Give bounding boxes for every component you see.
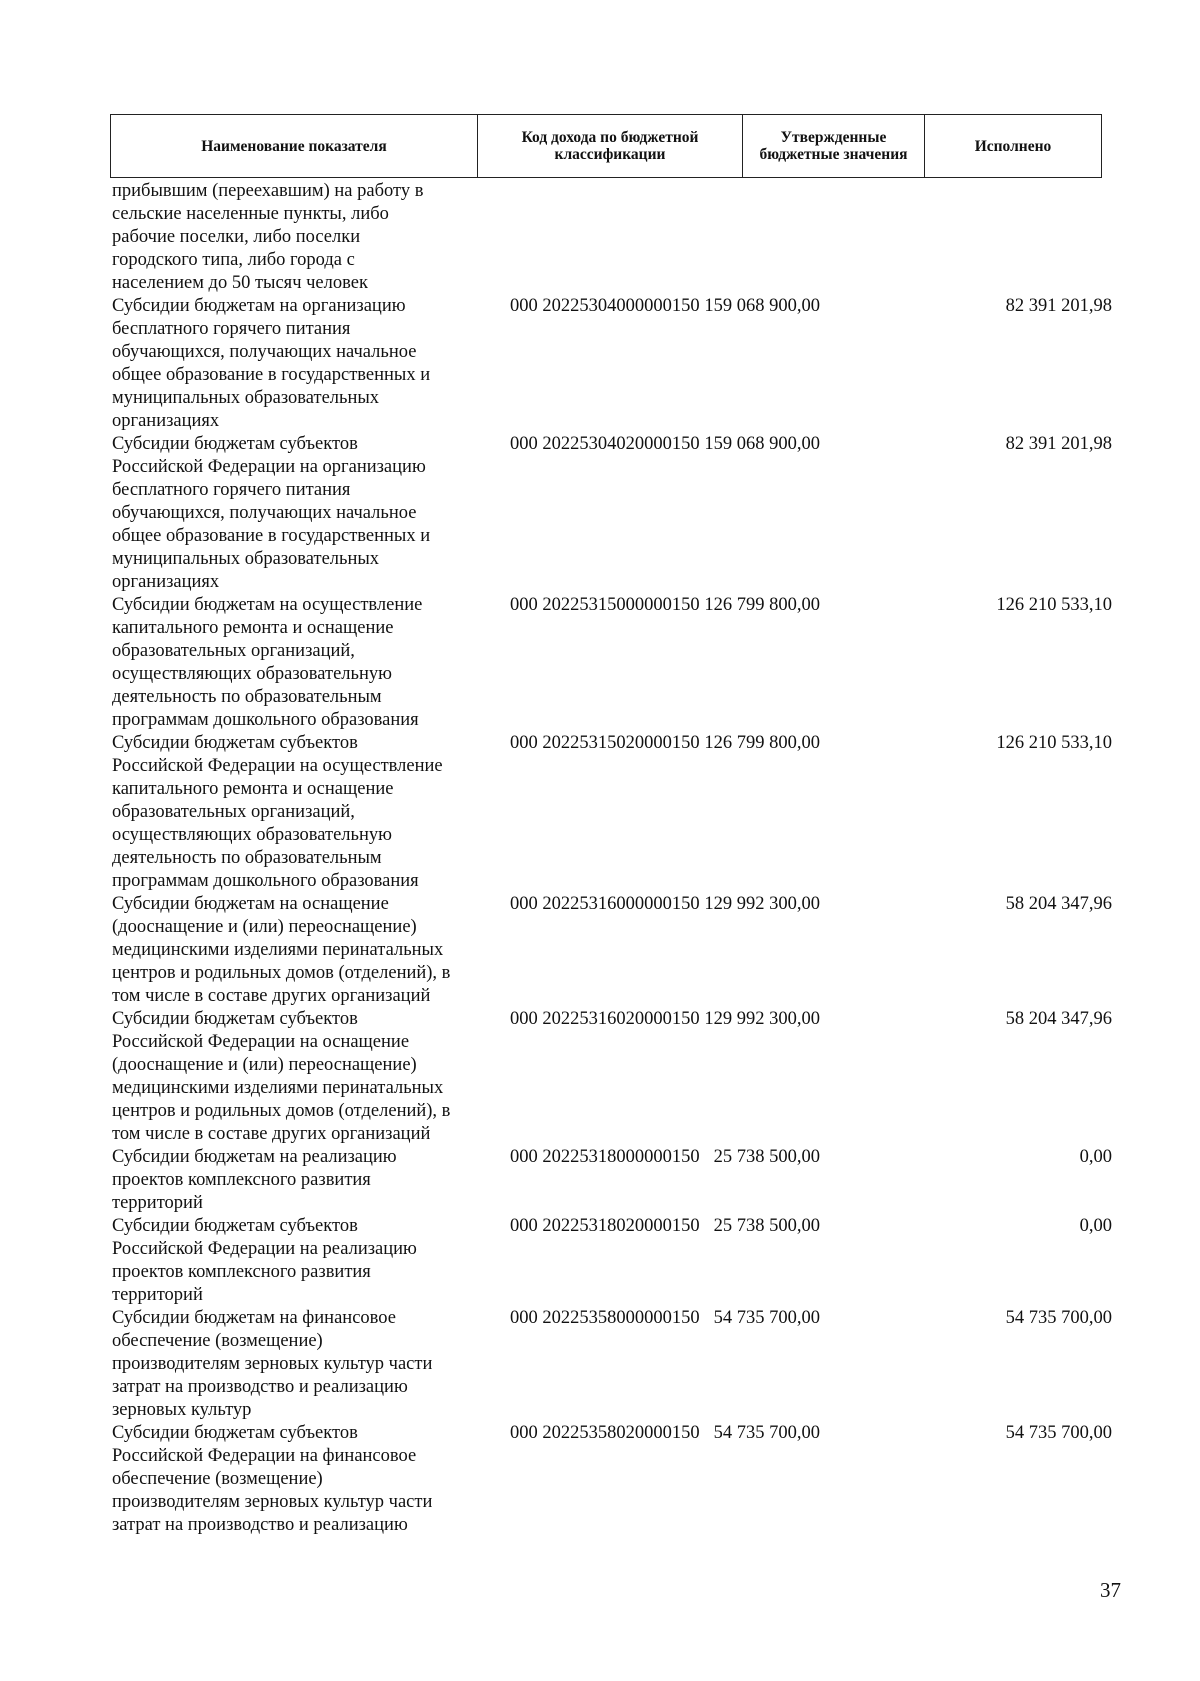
row-approved: 159 068 900,00 [704, 434, 820, 454]
row-name: Субсидии бюджетам на финансовое обеспечение (возмещение) производителям зерновых культур части затрат на производство и реализацию зерновых культур [112, 1308, 433, 1420]
row-approved: 25 738 500,00 [713, 1147, 820, 1167]
row-name: Субсидии бюджетам субъектов Российской Федерации на финансовое обеспечение (возмещение) производителям зерновых культур части затрат на производство и реализацию [112, 1423, 433, 1535]
row-name: Субсидии бюджетам субъектов Российской Федерации на реализацию проектов комплексного развития территорий [112, 1216, 417, 1305]
row-approved: 159 068 900,00 [704, 296, 820, 316]
row-approved: 129 992 300,00 [704, 894, 820, 914]
row-name: Субсидии бюджетам на оснащение (дооснащение и (или) переоснащение) медицинскими изделиями перинатальных центров и родильных домов (отделений), в том числе в составе других организаций [112, 894, 451, 1006]
row-executed: 82 391 201,98 [1005, 296, 1112, 316]
row-executed: 0,00 [1079, 1216, 1112, 1236]
row-code: 000 20225318000000150 [510, 1147, 700, 1167]
row-code: 000 20225318020000150 [510, 1216, 700, 1236]
row-name: Субсидии бюджетам на осуществление капитального ремонта и оснащение образовательных организаций, осуществляющих образовательную деятельность по образовательным программам дошкольного образования [112, 595, 423, 730]
row-code: 000 20225358020000150 [510, 1423, 700, 1443]
row-approved: 25 738 500,00 [713, 1216, 820, 1236]
row-name: Субсидии бюджетам субъектов Российской Федерации на организацию бесплатного горячего питания обучающихся, получающих начальное общее образование в государственных и муниципальных образовательных организациях [112, 434, 431, 592]
row-code: 000 20225316020000150 [510, 1009, 700, 1029]
row-approved: 126 799 800,00 [704, 595, 820, 615]
row-executed: 58 204 347,96 [1005, 894, 1112, 914]
row-approved: 129 992 300,00 [704, 1009, 820, 1029]
row-name: Субсидии бюджетам субъектов Российской Федерации на осуществление капитального ремонта и оснащение образовательных организаций, осуществляющих образовательную деятельность по образовательным программам дошкольного образования [112, 733, 443, 891]
row-code: 000 20225358000000150 [510, 1308, 700, 1328]
row-name: Субсидии бюджетам на организацию бесплатного горячего питания обучающихся, получающих начальное общее образование в государственных и муниципальных образовательных организациях [112, 296, 431, 431]
row-code: 000 20225316000000150 [510, 894, 700, 914]
row-name: Субсидии бюджетам субъектов Российской Федерации на оснащение (дооснащение и (или) переоснащение) медицинскими изделиями перинатальных центров и родильных домов (отделений), в том числе в составе других организаций [112, 1009, 451, 1144]
row-approved: 54 735 700,00 [713, 1308, 820, 1328]
row-executed: 54 735 700,00 [1005, 1308, 1112, 1328]
row-executed: 82 391 201,98 [1005, 434, 1112, 454]
row-executed: 0,00 [1079, 1147, 1112, 1167]
page-number: 37 [1100, 1578, 1121, 1602]
row-name: Субсидии бюджетам на реализацию проектов комплексного развития территорий [112, 1147, 397, 1213]
row-executed: 58 204 347,96 [1005, 1009, 1112, 1029]
row-approved: 54 735 700,00 [713, 1423, 820, 1443]
header-code-column: Код дохода по бюджетной классификации [478, 115, 743, 177]
header-executed-column: Исполнено [974, 137, 1052, 155]
header-approved-column: Утвержденные бюджетные значения [743, 115, 925, 177]
row-name: прибывшим (переехавшим) на работу в сельские населенные пункты, либо рабочие поселки, либо поселки городского типа, либо города с населением до 50 тысяч человек [112, 181, 424, 293]
row-executed: 54 735 700,00 [1005, 1423, 1112, 1443]
row-executed: 126 210 533,10 [996, 733, 1112, 753]
row-approved: 126 799 800,00 [704, 733, 820, 753]
row-code: 000 20225315020000150 [510, 733, 700, 753]
header-name-column: Наименование показателя [111, 115, 478, 177]
row-code: 000 20225304020000150 [510, 434, 700, 454]
row-executed: 126 210 533,10 [996, 595, 1112, 615]
row-code: 000 20225315000000150 [510, 595, 700, 615]
row-code: 000 20225304000000150 [510, 296, 700, 316]
table-header [110, 114, 1102, 178]
